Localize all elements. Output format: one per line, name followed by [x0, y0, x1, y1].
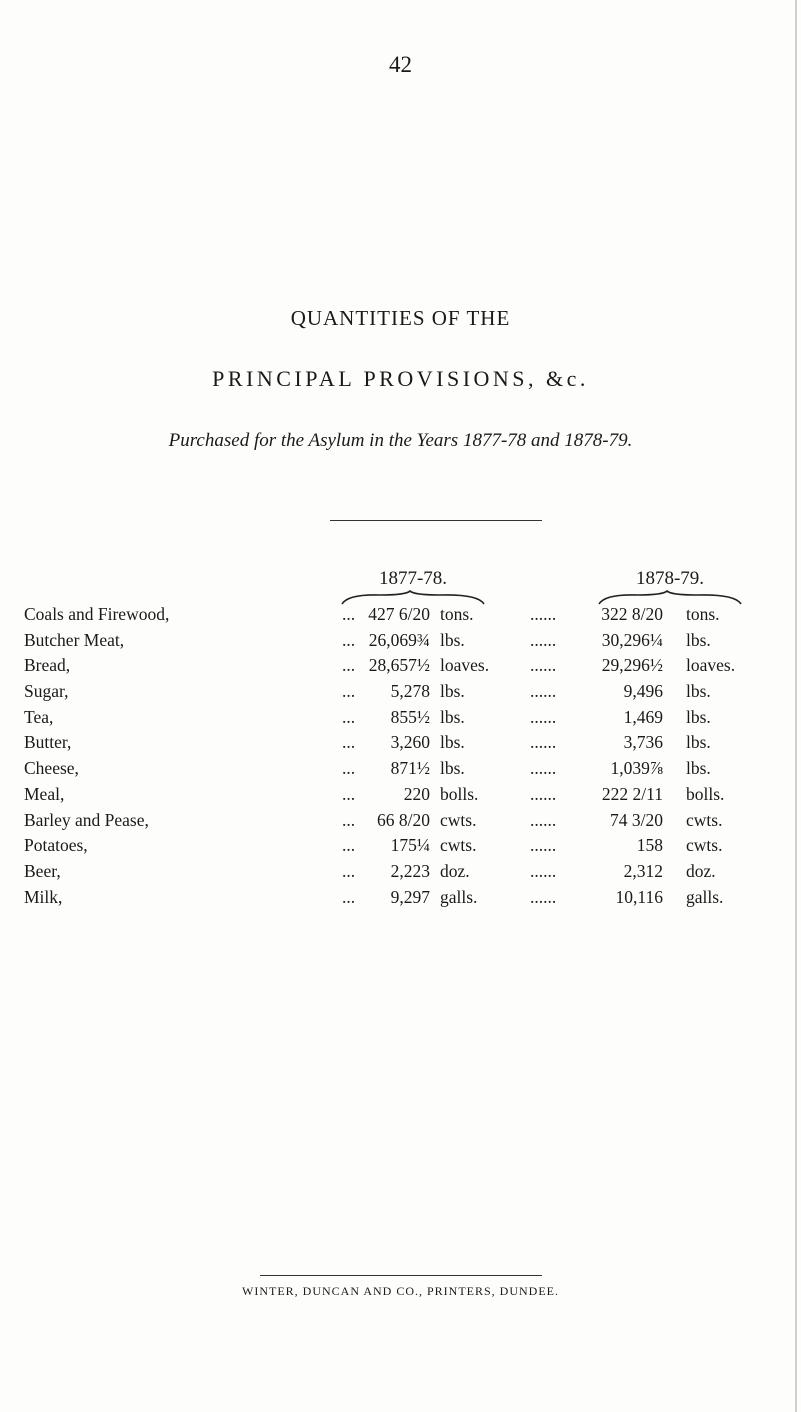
quantity-1878: 222 2/11 — [601, 783, 663, 804]
quantity-1877: 26,069¾ — [368, 629, 430, 650]
leader-dots: ... — [342, 886, 356, 907]
table-row — [0, 887, 801, 913]
provisions-table — [0, 604, 801, 912]
table-row — [0, 835, 801, 861]
leader-dots: ...... — [530, 886, 557, 907]
unit-1877: lbs. — [440, 629, 465, 650]
quantity-1878: 158 — [636, 835, 663, 856]
provision-name: Bread, — [24, 655, 71, 676]
table-row — [0, 732, 801, 758]
leader-dots: ... — [342, 655, 356, 676]
table-row — [0, 707, 801, 733]
provision-name: Butter, — [24, 732, 72, 753]
leader-dots: ...... — [530, 835, 557, 856]
unit-1878: doz. — [686, 860, 716, 881]
unit-1877: cwts. — [440, 809, 477, 830]
unit-1878: galls. — [686, 886, 724, 907]
table-row — [0, 681, 801, 707]
heading-principal-provisions: PRINCIPAL PROVISIONS, &c. — [212, 366, 589, 391]
unit-1877: lbs. — [440, 706, 465, 727]
leader-dots: ...... — [530, 655, 557, 676]
leader-dots: ...... — [530, 706, 557, 727]
quantity-1878: 322 8/20 — [601, 604, 663, 624]
leader-dots: ... — [342, 604, 356, 624]
quantity-1878: 1,469 — [623, 706, 663, 727]
provision-name: Beer, — [24, 860, 61, 881]
quantity-1877: 3,260 — [390, 732, 430, 753]
quantity-1877: 2,223 — [390, 860, 430, 881]
unit-1877: lbs. — [440, 681, 465, 702]
quantity-1878: 10,116 — [615, 886, 663, 907]
unit-1878: cwts. — [686, 809, 723, 830]
table-row — [0, 758, 801, 784]
quantity-1878: 1,039⅞ — [610, 758, 663, 779]
leader-dots: ...... — [530, 732, 557, 753]
quantity-1878: 30,296¼ — [601, 629, 663, 650]
provision-name: Sugar, — [24, 681, 69, 702]
table-row — [0, 630, 801, 656]
heading-purchased-for: Purchased for the Asylum in the Years 1877-78 and 1878-79. — [168, 430, 633, 451]
leader-dots: ... — [342, 860, 356, 881]
provision-name: Meal, — [24, 783, 65, 804]
leader-dots: ...... — [530, 681, 557, 702]
provision-name: Milk, — [24, 886, 63, 907]
page-number: 42 — [389, 52, 412, 77]
quantity-1877: 175¼ — [390, 835, 430, 856]
quantity-1877: 9,297 — [390, 886, 430, 907]
provision-name: Cheese, — [24, 758, 79, 779]
top-rule — [330, 520, 542, 521]
quantity-1877: 66 8/20 — [377, 809, 430, 830]
unit-1877: galls. — [440, 886, 478, 907]
unit-1878: loaves. — [686, 655, 736, 676]
quantity-1877: 220 — [403, 783, 430, 804]
quantity-1877: 871½ — [390, 758, 430, 779]
unit-1878: cwts. — [686, 835, 723, 856]
quantity-1877: 5,278 — [390, 681, 430, 702]
provision-name: Tea, — [24, 706, 54, 727]
provision-name: Coals and Firewood, — [24, 604, 170, 624]
unit-1877: lbs. — [440, 732, 465, 753]
printer-imprint: WINTER, DUNCAN AND CO., PRINTERS, DUNDEE. — [242, 1284, 559, 1298]
leader-dots: ... — [342, 809, 356, 830]
unit-1878: bolls. — [686, 783, 725, 804]
leader-dots: ...... — [530, 809, 557, 830]
leader-dots: ...... — [530, 783, 557, 804]
leader-dots: ... — [342, 706, 356, 727]
leader-dots: ... — [342, 732, 356, 753]
heading-quantities: QUANTITIES OF THE — [290, 306, 511, 330]
table-row — [0, 861, 801, 887]
quantity-1878: 3,736 — [623, 732, 663, 753]
year-head-1877: 1877-78. — [378, 568, 448, 589]
year-head-1878: 1878-79. — [635, 568, 705, 589]
leader-dots: ... — [342, 758, 356, 779]
unit-1878: lbs. — [686, 758, 711, 779]
unit-1878: lbs. — [686, 681, 711, 702]
leader-dots: ... — [342, 681, 356, 702]
quantity-1878: 2,312 — [623, 860, 663, 881]
quantity-1877: 855½ — [390, 706, 430, 727]
table-row — [0, 810, 801, 836]
leader-dots: ... — [342, 835, 356, 856]
provision-name: Butcher Meat, — [24, 629, 125, 650]
quantity-1878: 29,296½ — [601, 655, 663, 676]
leader-dots: ...... — [530, 758, 557, 779]
quantity-1878: 9,496 — [623, 681, 663, 702]
table-row — [0, 604, 801, 630]
unit-1877: tons. — [440, 604, 474, 624]
unit-1877: lbs. — [440, 758, 465, 779]
unit-1877: cwts. — [440, 835, 477, 856]
unit-1878: lbs. — [686, 706, 711, 727]
leader-dots: ...... — [530, 629, 557, 650]
quantity-1877: 427 6/20 — [368, 604, 430, 624]
quantity-1878: 74 3/20 — [610, 809, 663, 830]
leader-dots: ... — [342, 783, 356, 804]
bottom-rule — [260, 1275, 542, 1276]
table-row — [0, 784, 801, 810]
unit-1877: bolls. — [440, 783, 479, 804]
provision-name: Potatoes, — [24, 835, 88, 856]
table-row — [0, 655, 801, 681]
unit-1877: doz. — [440, 860, 470, 881]
unit-1877: loaves. — [440, 655, 490, 676]
quantity-1877: 28,657½ — [368, 655, 430, 676]
unit-1878: lbs. — [686, 629, 711, 650]
unit-1878: lbs. — [686, 732, 711, 753]
leader-dots: ... — [342, 629, 356, 650]
provision-name: Barley and Pease, — [24, 809, 149, 830]
leader-dots: ...... — [530, 860, 557, 881]
leader-dots: ...... — [530, 604, 557, 624]
unit-1878: tons. — [686, 604, 720, 624]
